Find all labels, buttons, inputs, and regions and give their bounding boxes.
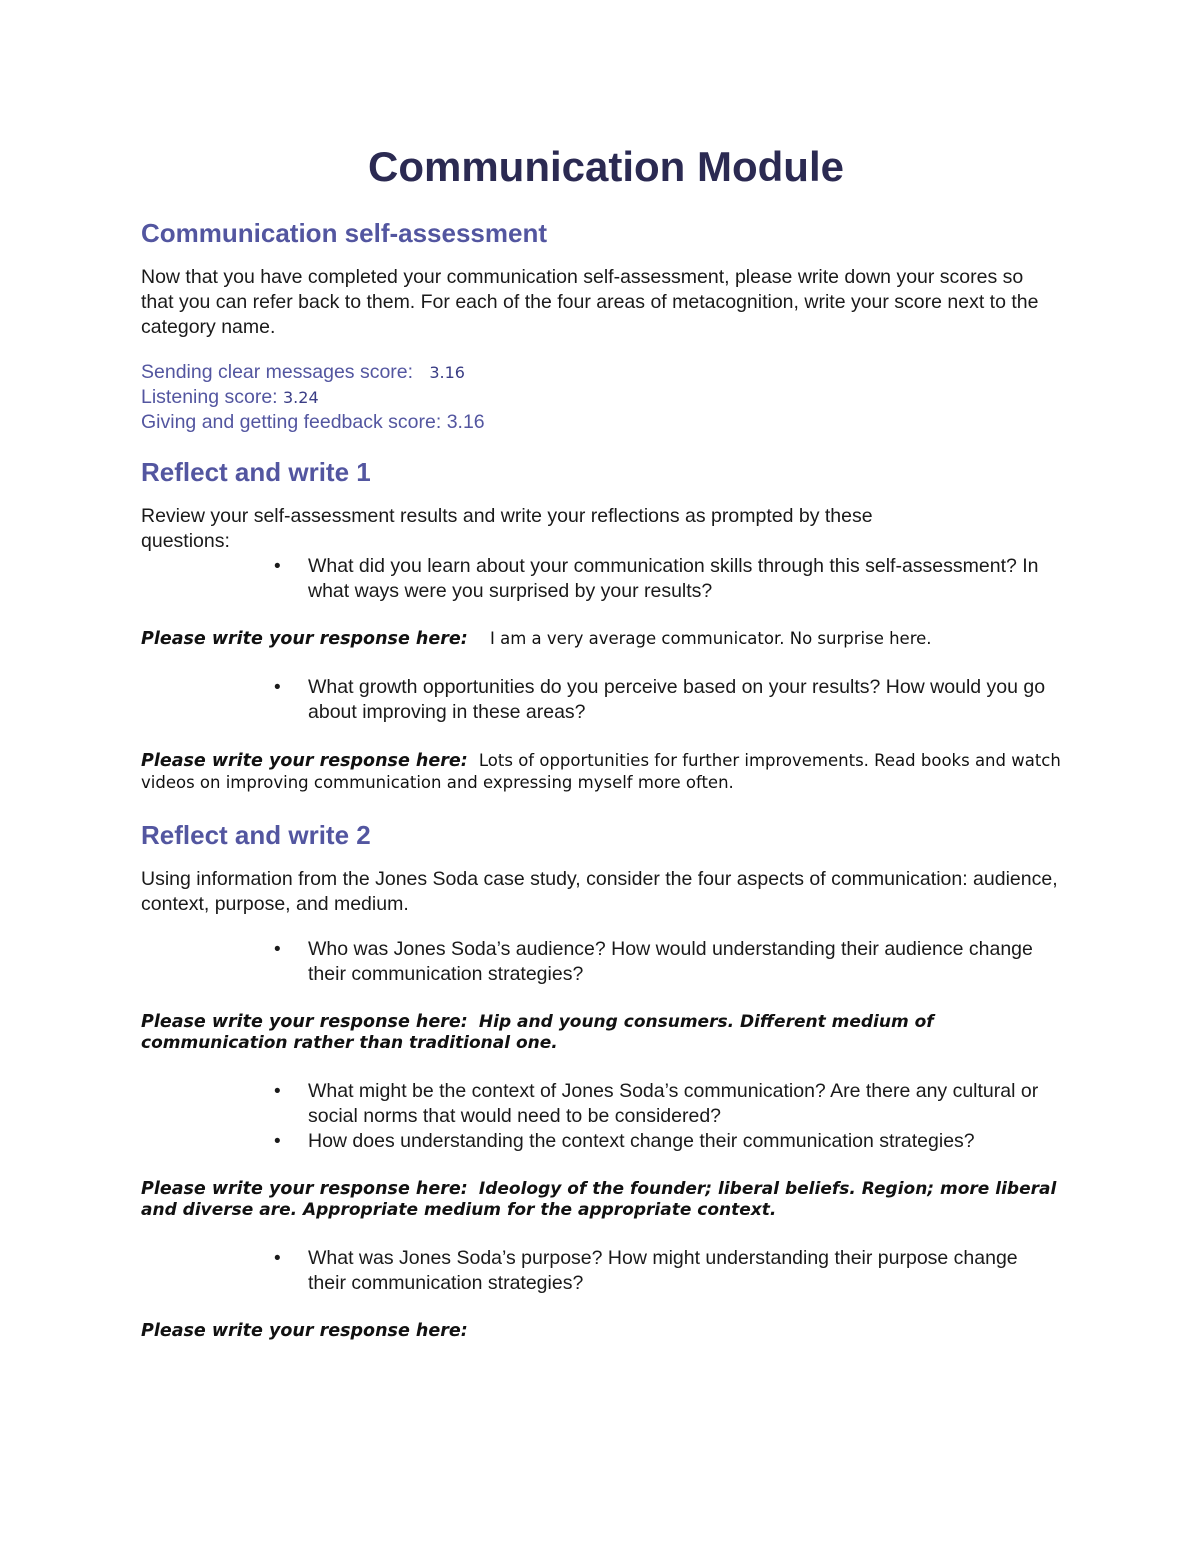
self-assessment-intro: Now that you have completed your communication self-assessment, please write down your scores so that you can refer back to them. For each of the four areas of metacognition, write your score next to the category name. [141,266,1039,338]
reflect-2-questions-a [141,937,1061,987]
question-text: Who was Jones Soda’s audience? How would understanding their audience change their communication strategies? [308,938,1033,985]
response-text[interactable]: Lots of opportunities for further improvements. Read books and watch videos on improving communication and expressing myself more often. [141,751,1061,792]
question-text: How does understanding the context change their communication strategies? [308,1130,975,1152]
question-text: What might be the context of Jones Soda’s communication? Are there any cultural or social norms that would need to be considered? [308,1080,1039,1127]
bullet-icon: • [274,677,281,698]
response-block [141,1012,1061,1054]
list-item [274,1246,1061,1296]
response-block[interactable] [141,1321,1061,1342]
response-block [141,628,1061,650]
question-text: What growth opportunities do you perceive based on your results? How would you go about improving in these areas? [308,676,1046,723]
score-listening [141,385,1061,410]
reflect-1-intro: Review your self-assessment results and write your reflections as prompted by these questions: [141,505,873,552]
reflect-1-questions-a [141,554,1061,604]
response-label: Please write your response here: [141,1012,468,1032]
reflect-1-questions-b [141,675,1061,725]
score-label: Sending clear messages score: [141,361,414,383]
list-item [274,1079,1061,1129]
response-label: Please write your response here: [141,751,468,771]
question-text: What was Jones Soda’s purpose? How might understanding their purpose change their communication strategies? [308,1247,1018,1294]
list-item [274,554,1061,604]
score-label: Listening score: [141,386,278,408]
list-item [274,937,1061,987]
response-label: Please write your response here: [141,1321,468,1341]
score-label: Giving and getting feedback score: [141,411,442,433]
reflect-2-questions-c [141,1246,1061,1296]
page-title: Communication Module [368,143,844,190]
bullet-icon: • [274,1131,281,1152]
score-value: 3.16 [446,411,485,433]
response-block [141,1179,1061,1221]
score-value: 3.24 [283,388,319,407]
bullet-icon: • [274,1248,281,1269]
list-item [274,1129,1061,1154]
section-heading-self-assessment: Communication self-assessment [141,218,548,248]
score-list [141,360,1061,435]
section-heading-reflect-1: Reflect and write 1 [141,457,371,487]
response-block [141,750,1061,794]
response-label: Please write your response here: [141,629,468,649]
document-page [141,140,1061,1342]
reflect-2-questions-b [141,1079,1061,1154]
response-label: Please write your response here: [141,1179,468,1199]
bullet-icon: • [274,1081,281,1102]
response-text[interactable]: Ideology of the founder; liberal beliefs. Region; more liberal and diverse are. Appropriate medium for the appropriate context. [141,1179,1057,1220]
response-text[interactable]: I am a very average communicator. No surprise here. [490,629,932,648]
score-feedback [141,410,1061,435]
score-sending-clear-messages [141,360,1061,385]
score-value: 3.16 [429,363,465,382]
bullet-icon: • [274,939,281,960]
list-item [274,675,1061,725]
bullet-icon: • [274,556,281,577]
section-heading-reflect-2: Reflect and write 2 [141,820,371,850]
reflect-2-intro: Using information from the Jones Soda case study, consider the four aspects of communication: audience, context, purpose, and medium. [141,868,1058,915]
question-text: What did you learn about your communication skills through this self-assessment? In what ways were you surprised by your results? [308,555,1039,602]
response-text[interactable]: Hip and young consumers. Different medium of communication rather than traditional one. [141,1012,934,1053]
